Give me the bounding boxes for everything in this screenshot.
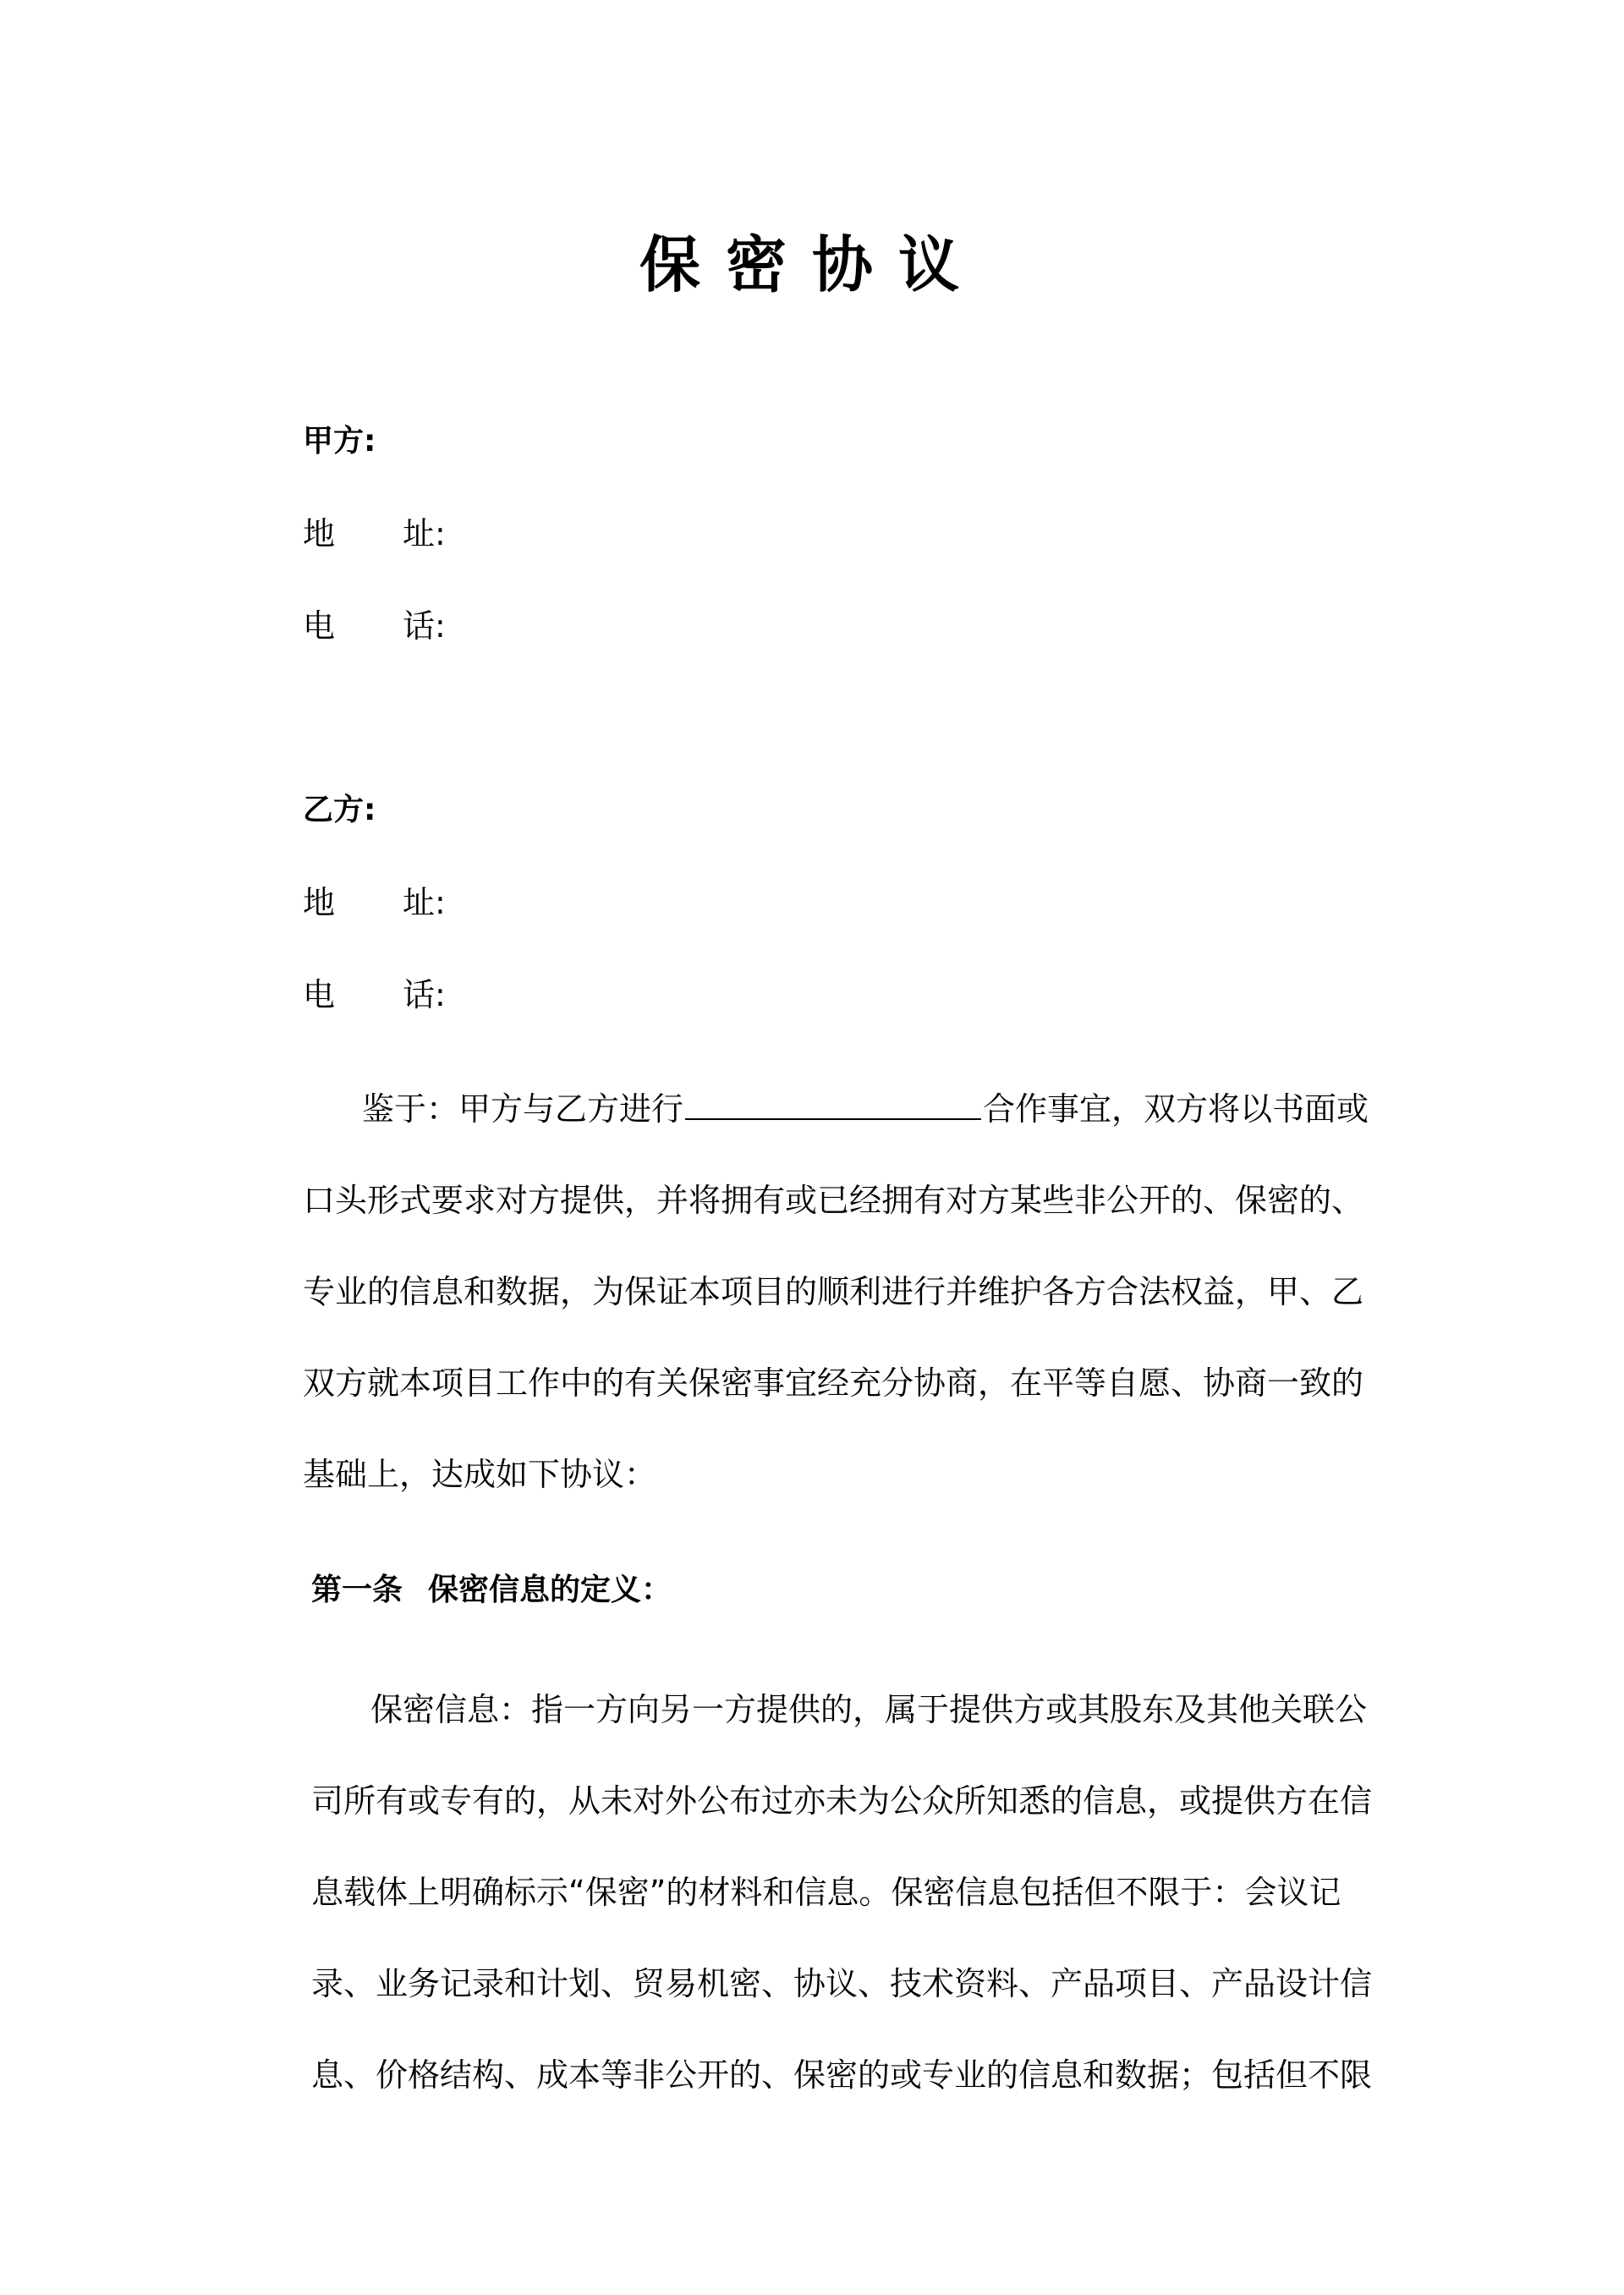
preamble-line-1	[303, 1063, 1379, 1155]
party-b-address-row	[303, 881, 446, 924]
party-b-label: 乙方:	[303, 793, 376, 827]
party-a-phone-row	[303, 605, 446, 647]
party-b-address-key-1: 地	[303, 884, 336, 921]
party-b-phone-key-2: 话:	[403, 976, 446, 1013]
article-1-number: 第一条	[311, 1573, 403, 1607]
party-b-phone-row	[303, 974, 446, 1016]
article-1-heading	[311, 1569, 672, 1611]
party-a-address-row	[303, 513, 446, 555]
article-1-paragraph	[311, 1664, 1379, 2121]
party-a-phone-key-1: 电	[303, 607, 336, 645]
party-a-address-key-1: 地	[303, 515, 336, 552]
article-1-line: 息载体上明确标示“保密”的材料和信息。保密信息包括但不限于：会议记	[311, 1874, 1341, 1911]
party-a-address-key-2: 址:	[403, 515, 446, 552]
party-a-label: 甲方:	[303, 424, 376, 458]
preamble-line: 基础上，达成如下协议：	[303, 1456, 657, 1493]
preamble-line-1-before: 鉴于：甲方与乙方进行	[362, 1090, 684, 1128]
party-b-phone-key-1: 电	[303, 976, 336, 1013]
article-1-line: 息、价格结构、成本等非公开的、保密的或专业的信息和数据；包括但不限	[311, 2056, 1373, 2094]
preamble-paragraph	[303, 1063, 1379, 1520]
article-1-title: 保密信息的定义：	[428, 1573, 672, 1607]
party-a-phone-key-2: 话:	[403, 607, 446, 645]
article-1-line: 录、业务记录和计划、贸易机密、协议、技术资料、产品项目、产品设计信	[311, 1965, 1373, 2002]
article-1-line: 司所有或专有的，从未对外公布过亦未为公众所知悉的信息，或提供方在信	[311, 1782, 1373, 1820]
preamble-line: 口头形式要求对方提供，并将拥有或已经拥有对方某些非公开的、保密的、	[303, 1182, 1364, 1219]
preamble-line-1-after: 合作事宜，双方将以书面或	[983, 1090, 1369, 1128]
party-b-address-key-2: 址:	[403, 884, 446, 921]
document-title: 保密协议	[639, 229, 985, 300]
preamble-line: 专业的信息和数据，为保证本项目的顺利进行并维护各方合法权益，甲、乙	[303, 1273, 1364, 1310]
preamble-line: 双方就本项目工作中的有关保密事宜经充分协商，在平等自愿、协商一致的	[303, 1364, 1364, 1402]
project-name-blank[interactable]	[685, 1090, 981, 1120]
article-1-line: 保密信息：指一方向另一方提供的，属于提供方或其股东及其他关联公	[370, 1691, 1368, 1728]
